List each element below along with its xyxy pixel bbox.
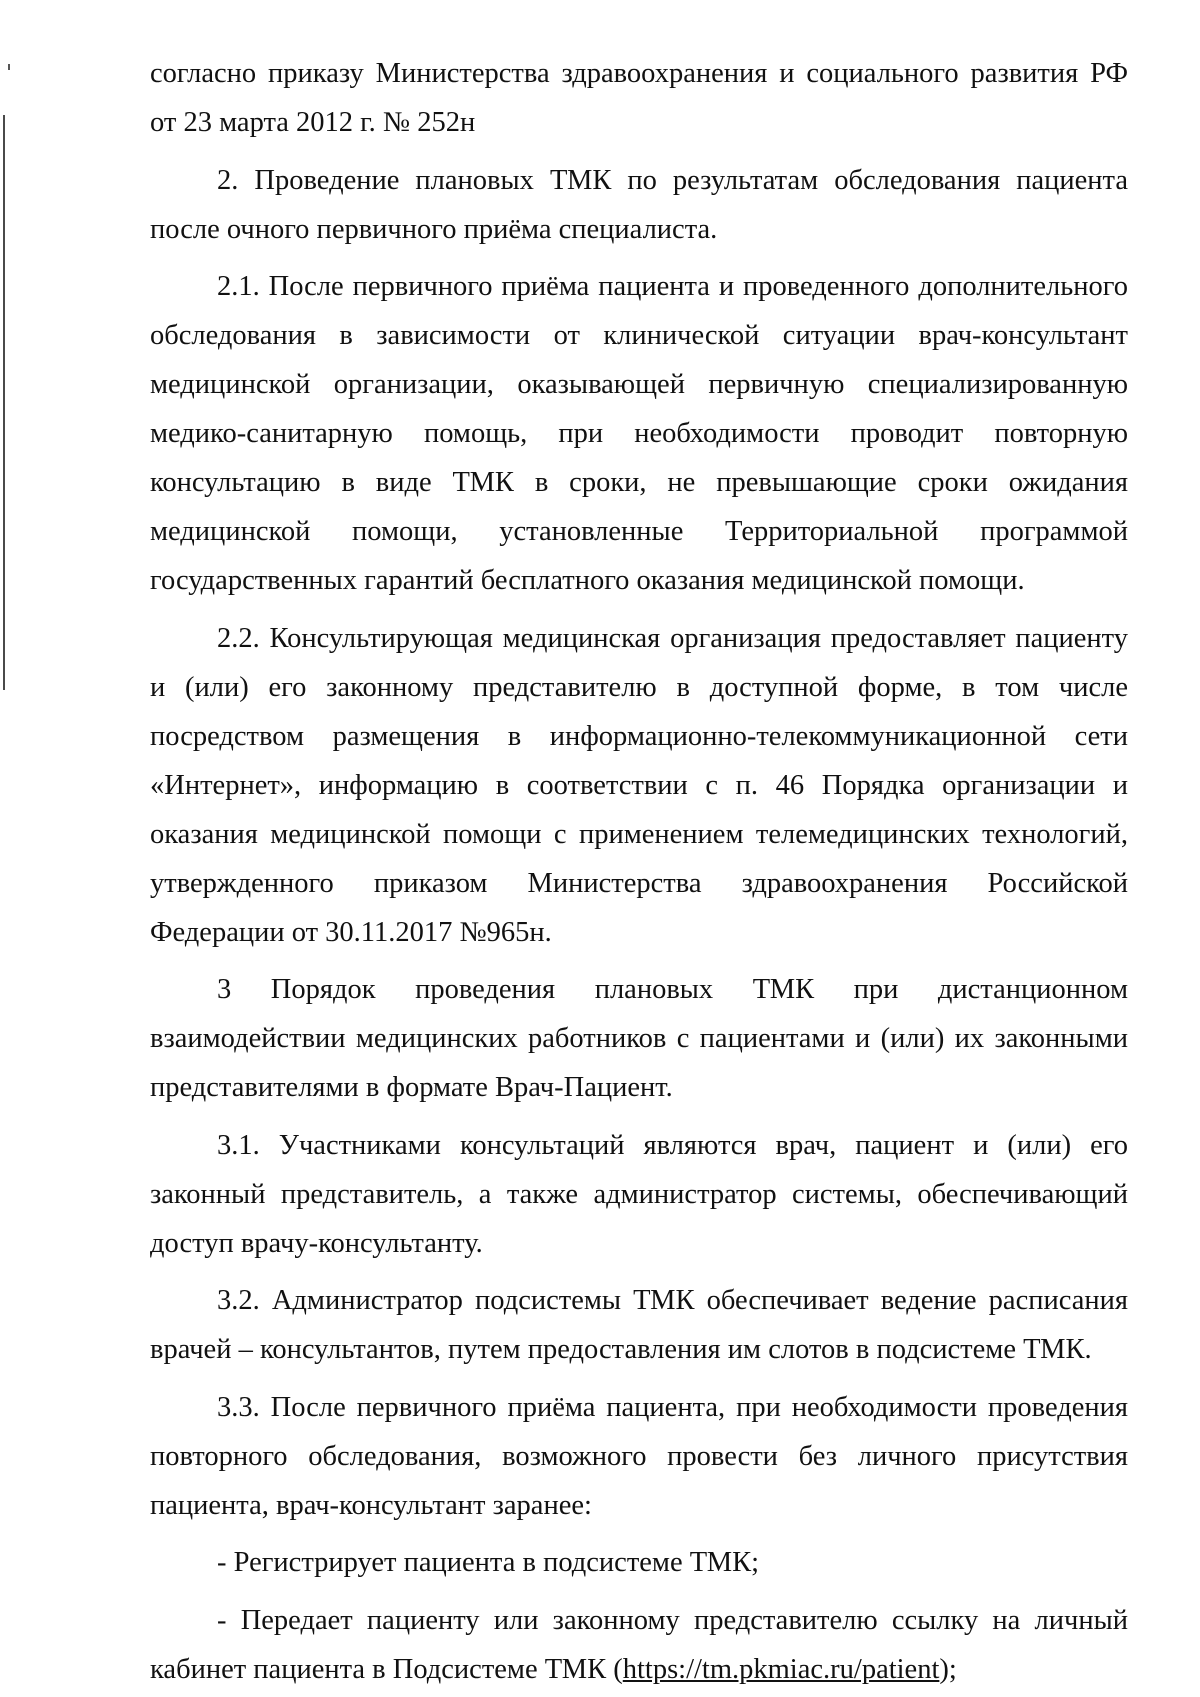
paragraph-2: 2. Проведение плановых ТМК по результатам обследования пациента после очного первичного приёма специалиста. — [150, 164, 1128, 245]
paragraph-3: 3 Порядок проведения плановых ТМК при дистанционном взаимодействии медицинских работников с пациентами и (или) их законными представителями в формате Врач-Пациент. — [150, 974, 1128, 1103]
list-item-send-link-text: - Передает пациенту или законному представителю ссылку на личный кабинет пациента в Подсистеме ТМК ( — [150, 1604, 1128, 1685]
scan-mark — [8, 64, 10, 70]
list-item-send-link-end: ); — [939, 1653, 957, 1685]
list-item-send-link — [150, 1596, 1128, 1694]
patient-cabinet-link[interactable]: https://tm.pkmiac.ru/patient — [622, 1653, 940, 1685]
paragraph-3-3: 3.3. После первичного приёма пациента, при необходимости проведения повторного обследования, возможного провести без личного присутствия пациента, врач-консультант заранее: — [150, 1391, 1128, 1521]
paragraph-2-1: 2.1. После первичного приёма пациента и проведенного дополнительного обследования в зависимости от клинической ситуации врач-консультант медицинской организации, оказывающей первичную специализированную медико-санитарную помощь, при необходимости проводит повторную консультацию в виде ТМК в сроки, не превышающие сроки ожидания медицинской помощи, установленные Территориальной программой государственных гарантий бесплатного оказания медицинской помощи. — [150, 271, 1128, 596]
paragraph-3-2: 3.2. Администратор подсистемы ТМК обеспечивает ведение расписания врачей – консультантов, путем предоставления им слотов в подсистеме ТМК. — [150, 1285, 1128, 1365]
paragraph-2-2: 2.2. Консультирующая медицинская организация предоставляет пациенту и (или) его законному представителю в доступной форме, в том числе посредством размещения в информационно-телекоммуникационной сети «Интернет», информацию в соответствии с п. 46 Порядка организации и оказания медицинской помощи с применением телемедицинских технологий, утвержденного приказом Министерства здравоохранения Российской Федерации от 30.11.2017 №965н. — [150, 622, 1128, 948]
scan-edge-line — [3, 115, 5, 690]
list-item-register: - Регистрирует пациента в подсистеме ТМК; — [217, 1547, 760, 1578]
paragraph-continuation: согласно приказу Министерства здравоохранения и социального развития РФ от 23 марта 2012 г. № 252н — [150, 58, 1128, 138]
paragraph-3-1: 3.1. Участниками консультаций являются врач, пациент и (или) его законный представитель, а также администратор системы, обеспечивающий доступ врачу-консультанту. — [150, 1129, 1128, 1259]
